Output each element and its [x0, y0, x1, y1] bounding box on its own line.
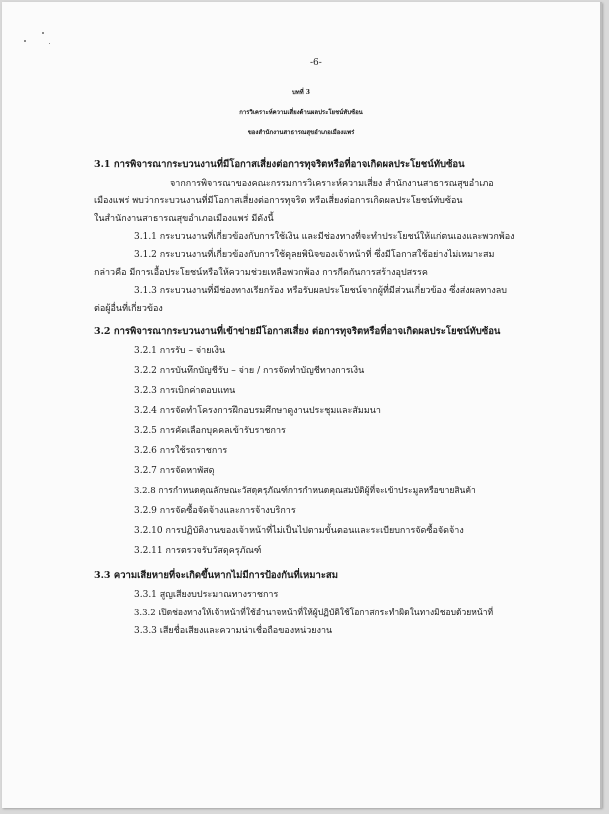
section-3-1-heading: 3.1 การพิจารณากระบวนงานที่มีโอกาสเสี่ยงต่อการทุจริตหรือที่อาจเกิดผลประโยชน์ทับซ้อน [94, 159, 465, 170]
section-3-1-para-line: จากการพิจารณาของคณะกรรมการวิเคราะห์ความเสี่ยง สำนักงานสาธารณสุขอำเภอ [170, 179, 494, 189]
section-3-2-heading: 3.2 การพิจารณากระบวนงานที่เข้าข่ายมีโอกาสเสี่ยง ต่อการทุจริตหรือที่อาจเกิดผลประโยชน์ทับซ้อน [94, 326, 501, 337]
section-3-2-item: 3.2.4 การจัดทำโครงการฝึกอบรมศึกษาดูงานประชุมและสัมมนา [134, 406, 381, 416]
scan-speck [49, 43, 50, 44]
section-3-1-item-cont: ต่อผู้อื่นที่เกี่ยวข้อง [94, 304, 163, 314]
section-3-1-item: 3.1.3 กระบวนงานที่มีช่องทางเรียกร้อง หรือรับผลประโยชน์จากผู้ที่มีส่วนเกี่ยวข้อง ซึ่งส่งผลทางลบ [134, 286, 508, 296]
section-3-1-para-line: ในสำนักงานสาธารณสุขอำเภอเมืองแพร่ มีดังนี้ [94, 214, 274, 224]
section-3-2-item: 3.2.5 การคัดเลือกบุคคลเข้ารับราชการ [134, 426, 286, 436]
section-3-2-item: 3.2.8 การกำหนดคุณลักษณะวัสดุครุภัณฑ์การกำหนดคุณสมบัติผู้ที่จะเข้าประมูลหรือขายสินค้า [134, 486, 476, 496]
section-3-1-item: 3.1.2 กระบวนงานที่เกี่ยวข้องกับการใช้ดุลยพินิจของเจ้าหน้าที่ ซึ่งมีโอกาสใช้อย่างไม่เหมาะสม [134, 250, 495, 260]
scan-speck [42, 32, 44, 34]
document-page [2, 2, 602, 808]
section-3-2-item: 3.2.11 การตรวจรับวัสดุครุภัณฑ์ [134, 546, 262, 556]
section-3-2-item: 3.2.10 การปฏิบัติงานของเจ้าหน้าที่ไม่เป็นไปตามขั้นตอนและระเบียบการจัดซื้อจัดจ้าง [134, 526, 464, 536]
section-3-1-item: 3.1.1 กระบวนงานที่เกี่ยวข้องกับการใช้เงิน และมีช่องทางที่จะทำประโยชน์ให้แก่ตนเองและพวกพ้อง [134, 232, 515, 242]
section-3-1-item-cont: กล่าวคือ มีการเอื้อประโยชน์หรือให้ความช่วยเหลือพวกพ้อง การกีดกันการสร้างอุปสรรค [94, 268, 428, 278]
chapter-org: ของสำนักงานสาธารณสุขอำเภอเมืองแพร่ [247, 129, 355, 136]
section-3-3-item: 3.3.3 เสียชื่อเสียงและความน่าเชื่อถือของหน่วยงาน [134, 626, 333, 636]
scan-speck [24, 40, 26, 42]
section-3-2-item: 3.2.6 การใช้รถราชการ [134, 446, 228, 456]
section-3-2-item: 3.2.7 การจัดหาพัสดุ [134, 466, 215, 476]
chapter-subtitle: การวิเคราะห์ความเสี่ยงด้านผลประโยชน์ทับซ้อน [239, 109, 363, 116]
chapter-title: บทที่ 3 [292, 89, 310, 96]
section-3-2-item: 3.2.1 การรับ – จ่ายเงิน [134, 346, 226, 356]
section-3-3-item: 3.3.2 เปิดช่องทางให้เจ้าหน้าที่ใช้อำนาจหน้าที่ให้ผู้ปฏิบัติใช้โอกาสกระทำผิดในทางมิชอบด้วยหน้าที่ [134, 608, 494, 618]
section-3-2-item: 3.2.3 การเบิกค่าตอบแทน [134, 386, 236, 396]
section-3-2-item: 3.2.9 การจัดซื้อจัดจ้างและการจ้างบริการ [134, 506, 296, 516]
section-3-3-item: 3.3.1 สูญเสียงบประมาณทางราชการ [134, 590, 279, 600]
section-3-3-heading: 3.3 ความเสียหายที่จะเกิดขึ้นหากไม่มีการป้องกันที่เหมาะสม [94, 570, 338, 581]
section-3-1-para-line: เมืองแพร่ พบว่ากระบวนงานที่มีโอกาสเสี่ยงต่อการทุจริต หรือเสี่ยงต่อการเกิดผลประโยชน์ทับซ้อน [94, 196, 463, 206]
section-3-2-item: 3.2.2 การบันทึกบัญชีรับ – จ่าย / การจัดทำบัญชีทางการเงิน [134, 366, 365, 376]
page-number: -6- [310, 58, 322, 68]
